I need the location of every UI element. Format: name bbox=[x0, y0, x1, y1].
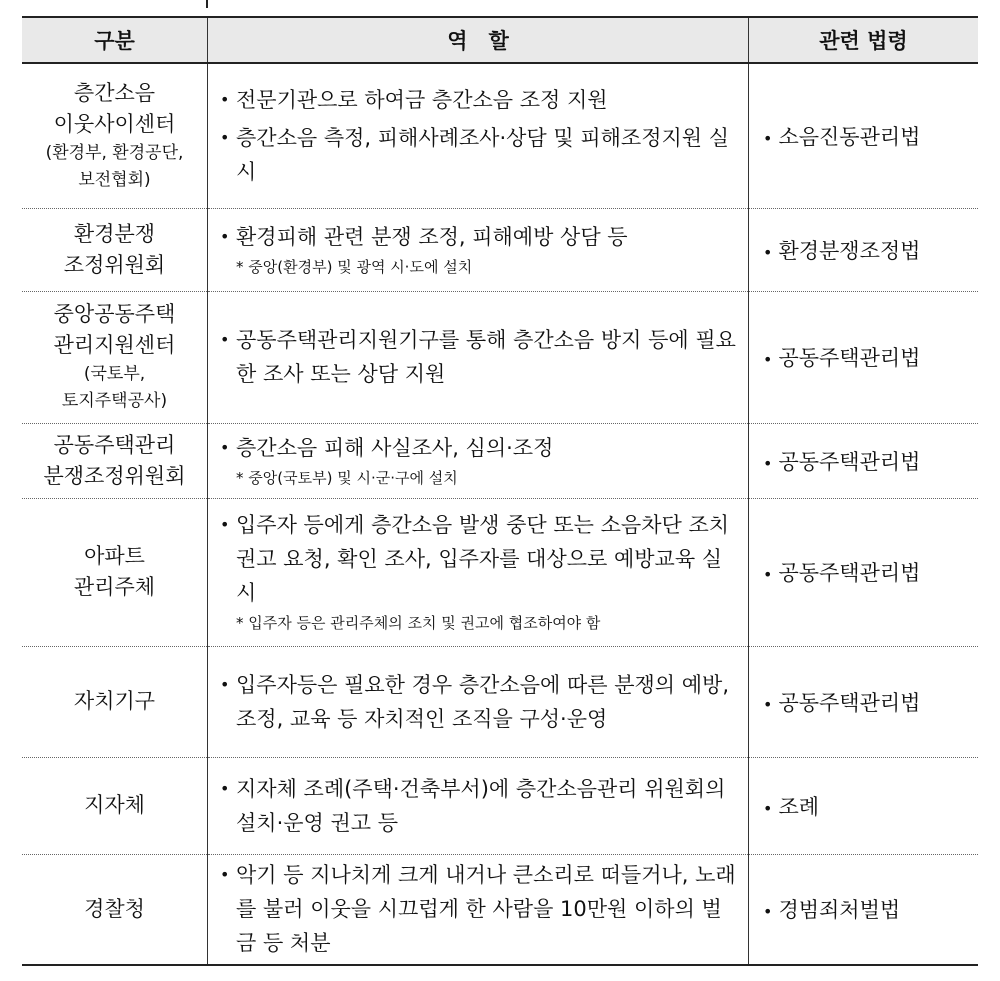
table-row bbox=[22, 854, 978, 965]
org-cell bbox=[22, 757, 208, 854]
role-cell bbox=[208, 854, 749, 965]
table-body bbox=[22, 63, 978, 965]
role-note: * 중앙(환경부) 및 광역 시·도에 설치 bbox=[236, 257, 473, 276]
org-parent-line: (국토부, bbox=[83, 364, 146, 384]
law-cell bbox=[749, 291, 979, 423]
law-cell bbox=[749, 498, 979, 646]
org-name-line: 관리주체 bbox=[73, 575, 156, 599]
table-header-row bbox=[22, 17, 978, 63]
org-name-line: 공동주택관리 bbox=[53, 432, 176, 457]
bullet-dot-icon: • bbox=[763, 242, 773, 262]
org-name-line: 조정위원회 bbox=[63, 252, 166, 277]
org-name-line: 분쟁조정위원회 bbox=[43, 463, 186, 488]
role-bullet: • 층간소음 측정, 피해사례조사·상담 및 피해조정지원 실시 bbox=[220, 121, 740, 189]
law-name: 조례 bbox=[778, 794, 820, 819]
role-cell bbox=[208, 63, 749, 208]
org-name-line: 층간소음 bbox=[73, 80, 156, 105]
table-row bbox=[22, 208, 978, 291]
role-bullet: • 층간소음 피해 사실조사, 심의·조정 bbox=[220, 431, 740, 465]
role-bullet: • 공동주택관리지원기구를 통해 층간소음 방지 등에 필요한 조사 또는 상담 지원 bbox=[220, 323, 740, 391]
bullet-dot-icon: • bbox=[763, 902, 773, 922]
org-parent-line: 보전협회) bbox=[78, 169, 151, 190]
law-cell bbox=[749, 208, 979, 291]
org-cell bbox=[22, 498, 208, 646]
table-row bbox=[22, 646, 978, 757]
column-header-role: 역 할 bbox=[208, 17, 749, 63]
org-cell bbox=[22, 208, 208, 291]
role-bullet: • 지자체 조례(주택·건축부서)에 층간소음관리 위원회의 설치·운영 권고 등 bbox=[220, 772, 740, 840]
org-cell bbox=[22, 423, 208, 498]
law-name: 공동주택관리법 bbox=[778, 690, 921, 715]
column-header-category: 구분 bbox=[22, 17, 208, 63]
table-row bbox=[22, 63, 978, 208]
table-row bbox=[22, 498, 978, 646]
org-parent-line: (환경부, 환경공단, bbox=[45, 142, 184, 163]
header-edge-mark bbox=[206, 0, 208, 8]
org-name-line: 관리지원센터 bbox=[53, 333, 176, 357]
law-cell bbox=[749, 423, 979, 498]
role-bullet: • 입주자등은 필요한 경우 층간소음에 따른 분쟁의 예방, 조정, 교육 등 자치적인 조직을 구성·운영 bbox=[220, 668, 740, 736]
role-cell bbox=[208, 498, 749, 646]
org-name-line: 경찰청 bbox=[84, 896, 145, 921]
role-note: * 중앙(국토부) 및 시·군·구에 설치 bbox=[236, 468, 458, 487]
role-note: * 입주자 등은 관리주체의 조치 및 권고에 협조하여야 함 bbox=[236, 614, 601, 632]
org-name-line: 자치기구 bbox=[73, 689, 156, 713]
bullet-dot-icon: • bbox=[763, 798, 773, 818]
org-cell bbox=[22, 854, 208, 965]
org-name-line: 환경분쟁 bbox=[73, 221, 156, 246]
law-cell bbox=[749, 646, 979, 757]
role-cell bbox=[208, 208, 749, 291]
org-cell bbox=[22, 291, 208, 423]
law-name: 공동주택관리법 bbox=[778, 561, 921, 585]
role-cell bbox=[208, 757, 749, 854]
law-cell bbox=[749, 63, 979, 208]
org-name-line: 중앙공동주택 bbox=[53, 302, 176, 326]
org-name-line: 이웃사이센터 bbox=[53, 111, 176, 136]
bullet-dot-icon: • bbox=[763, 128, 773, 148]
org-cell bbox=[22, 63, 208, 208]
role-bullet: • 입주자 등에게 층간소음 발생 중단 또는 소음차단 조치 권고 요청, 확인 조사, 입주자를 대상으로 예방교육 실시 bbox=[220, 508, 740, 610]
org-parent-line: 토지주택공사) bbox=[61, 391, 168, 411]
law-cell bbox=[749, 757, 979, 854]
org-cell bbox=[22, 646, 208, 757]
bullet-dot-icon: • bbox=[763, 453, 773, 473]
role-bullet: • 악기 등 지나치게 크게 내거나 큰소리로 떠들거나, 노래를 불러 이웃을 시끄럽게 한 사람을 10만원 이하의 벌금 등 처분 bbox=[220, 858, 740, 960]
bullet-dot-icon: • bbox=[763, 350, 773, 369]
role-cell bbox=[208, 646, 749, 757]
law-cell bbox=[749, 854, 979, 965]
role-cell bbox=[208, 291, 749, 423]
law-name: 공동주택관리법 bbox=[778, 449, 921, 474]
table-row bbox=[22, 757, 978, 854]
bullet-dot-icon: • bbox=[763, 694, 773, 714]
table-row bbox=[22, 291, 978, 423]
role-bullet: • 환경피해 관련 분쟁 조정, 피해예방 상담 등 bbox=[220, 220, 740, 254]
bullet-dot-icon: • bbox=[763, 565, 773, 584]
agency-roles-table bbox=[22, 16, 978, 966]
org-name-line: 지자체 bbox=[84, 793, 145, 817]
law-name: 공동주택관리법 bbox=[778, 346, 921, 370]
column-header-law: 관련 법령 bbox=[749, 17, 979, 63]
law-name: 환경분쟁조정법 bbox=[778, 238, 921, 263]
table-row bbox=[22, 423, 978, 498]
law-name: 소음진동관리법 bbox=[778, 124, 921, 149]
role-cell bbox=[208, 423, 749, 498]
role-bullet: • 전문기관으로 하여금 층간소음 조정 지원 bbox=[220, 83, 740, 117]
org-name-line: 아파트 bbox=[84, 544, 145, 568]
law-name: 경범죄처벌법 bbox=[778, 898, 901, 923]
